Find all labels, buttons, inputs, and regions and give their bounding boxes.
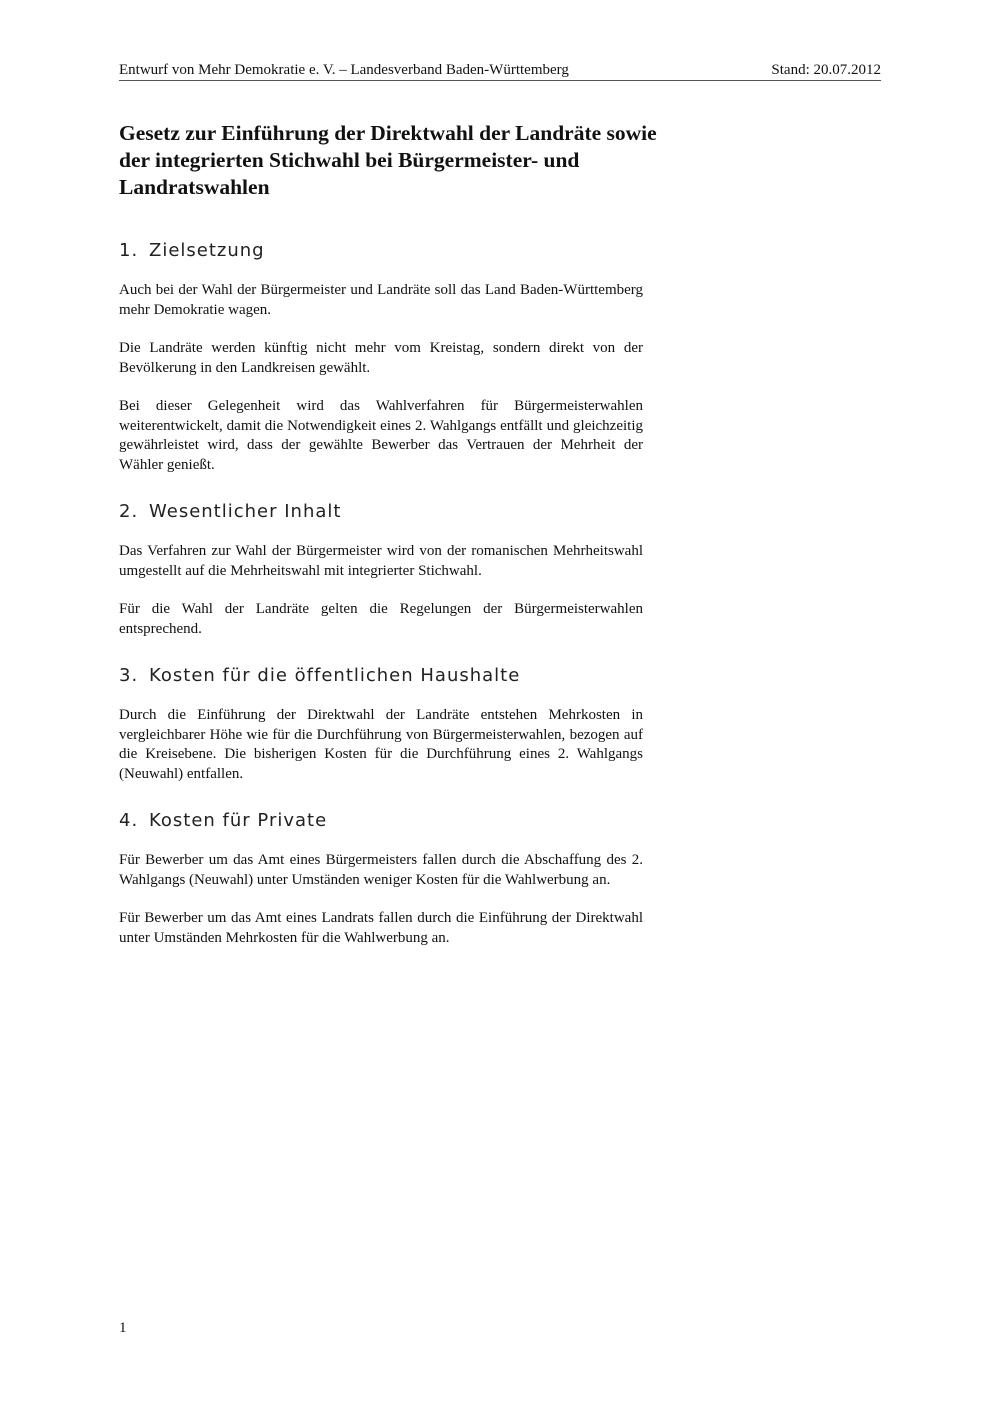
page-header: [119, 60, 881, 81]
section-number: 2.: [119, 501, 139, 522]
section-heading: [119, 238, 643, 264]
section-heading: [119, 499, 643, 525]
document-title: Gesetz zur Einführung der Direktwahl der Landräte sowie der integrierten Stichwahl bei Bürgermeister- und Landratswahlen: [119, 121, 657, 199]
paragraph: Für Bewerber um das Amt eines Bürgermeisters fallen durch die Abschaffung des 2. Wahlgangs (Neuwahl) unter Umständen weniger Kosten für die Wahlwerbung an.: [119, 852, 643, 888]
section-heading: [119, 808, 643, 834]
paragraph: Für die Wahl der Landräte gelten die Regelungen der Bürgermeisterwahlen entsprechend.: [119, 601, 643, 637]
section-kosten-private: [119, 808, 643, 948]
section-number: 1.: [119, 240, 139, 261]
section-number: 3.: [119, 665, 139, 686]
section-title: Kosten für Private: [149, 810, 328, 831]
document-body: [119, 238, 643, 972]
header-date: Stand: 20.07.2012: [771, 62, 881, 78]
section-heading: [119, 663, 643, 689]
section-number: 4.: [119, 810, 139, 831]
paragraph: Für Bewerber um das Amt eines Landrats fallen durch die Einführung der Direktwahl unter Umständen Mehrkosten für die Wahlwerbung an.: [119, 910, 643, 946]
section-wesentlicher-inhalt: [119, 499, 643, 639]
paragraph: Bei dieser Gelegenheit wird das Wahlverfahren für Bürgermeisterwahlen weiterentwickelt, damit die Notwendigkeit eines 2. Wahlgangs entfällt und gleichzeitig gewährleistet wird, dass der gewählte Bewerber das Vertrauen der Mehrheit der Wähler genießt.: [119, 398, 643, 473]
header-document-source: Entwurf von Mehr Demokratie e. V. – Landesverband Baden-Württemberg: [119, 62, 569, 78]
page-number: 1: [119, 1320, 127, 1336]
paragraph: Die Landräte werden künftig nicht mehr vom Kreistag, sondern direkt von der Bevölkerung in den Landkreisen gewählt.: [119, 340, 643, 376]
section-title: Kosten für die öffentlichen Haushalte: [149, 665, 521, 686]
paragraph: Das Verfahren zur Wahl der Bürgermeister wird von der romanischen Mehrheitswahl umgestellt auf die Mehrheitswahl mit integrierter Stichwahl.: [119, 543, 643, 579]
section-title: Wesentlicher Inhalt: [149, 501, 342, 522]
section-kosten-haushalte: [119, 663, 643, 784]
section-zielsetzung: [119, 238, 643, 475]
paragraph: Durch die Einführung der Direktwahl der Landräte entstehen Mehrkosten in vergleichbarer Höhe wie für die Durchführung von Bürgermeisterwahlen, bezogen auf die Kreisebene. Die bisherigen Kosten für die Durchführung eines 2. Wahlgangs (Neuwahl) entfallen.: [119, 707, 643, 782]
paragraph: Auch bei der Wahl der Bürgermeister und Landräte soll das Land Baden-Württemberg mehr Demokratie wagen.: [119, 282, 643, 318]
section-title: Zielsetzung: [149, 240, 265, 261]
